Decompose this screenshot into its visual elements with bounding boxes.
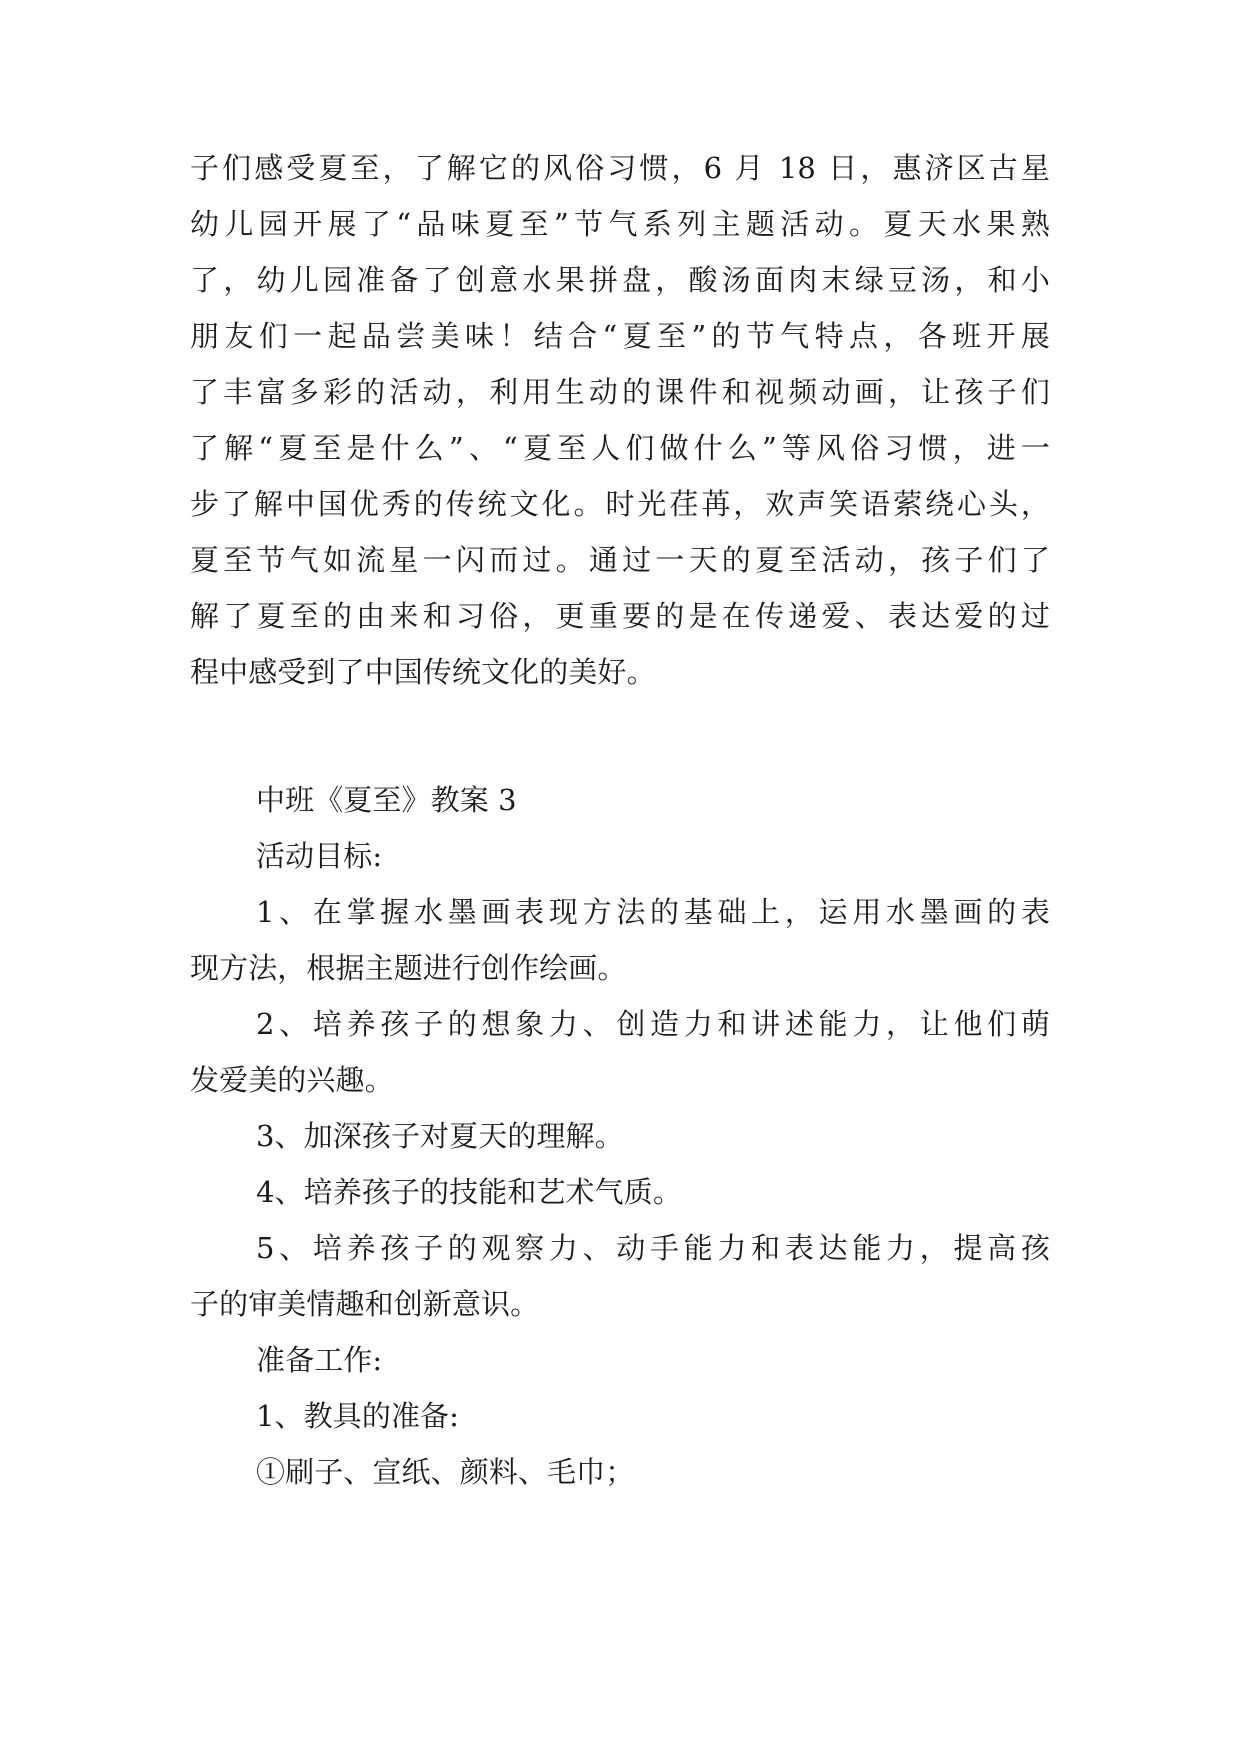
goal-item: 5、培养孩子的观察力、动手能力和表达能力，提高孩 (256, 1231, 1050, 1265)
section-title: 中班《夏至》教案 3 (256, 783, 517, 817)
paragraph-line: 了，幼儿园准备了创意水果拼盘，酸汤面肉末绿豆汤，和小 (190, 263, 1050, 297)
goal-item-continuation: 子的审美情趣和创新意识。 (190, 1287, 540, 1321)
paragraph-line: 夏至节气如流星一闪而过。通过一天的夏至活动，孩子们了 (190, 543, 1050, 577)
goal-item: 1、在掌握水墨画表现方法的基础上，运用水墨画的表 (256, 895, 1050, 929)
prep-subitem: ①刷子、宣纸、颜料、毛巾； (256, 1455, 635, 1489)
paragraph-line: 步了解中国优秀的传统文化。时光荏苒，欢声笑语萦绕心头， (190, 487, 1050, 521)
paragraph-line: 朋友们一起品尝美味！结合“夏至”的节气特点，各班开展 (190, 319, 1050, 353)
paragraph-line: 子们感受夏至，了解它的风俗习惯，6 月 18 日，惠济区古星 (190, 151, 1050, 185)
goals-heading: 活动目标: (256, 839, 383, 873)
paragraph-line: 解了夏至的由来和习俗，更重要的是在传递爱、表达爱的过 (190, 599, 1050, 633)
paragraph-line: 了丰富多彩的活动，利用生动的课件和视频动画，让孩子们 (190, 375, 1050, 409)
paragraph-line: 幼儿园开展了“品味夏至”节气系列主题活动。夏天水果熟 (190, 207, 1050, 241)
goal-item-continuation: 发爱美的兴趣。 (190, 1063, 394, 1097)
paragraph-line: 程中感受到了中国传统文化的美好。 (190, 655, 656, 689)
goal-item: 3、加深孩子对夏天的理解。 (256, 1119, 624, 1153)
prep-heading: 准备工作: (256, 1343, 383, 1377)
prep-item: 1、教具的准备: (256, 1399, 460, 1433)
goal-item-continuation: 现方法，根据主题进行创作绘画。 (190, 951, 627, 985)
goal-item: 4、培养孩子的技能和艺术气质。 (256, 1175, 682, 1209)
paragraph-line: 了解“夏至是什么”、“夏至人们做什么”等风俗习惯，进一 (190, 431, 1050, 465)
goal-item: 2、培养孩子的想象力、创造力和讲述能力，让他们萌 (256, 1007, 1050, 1041)
